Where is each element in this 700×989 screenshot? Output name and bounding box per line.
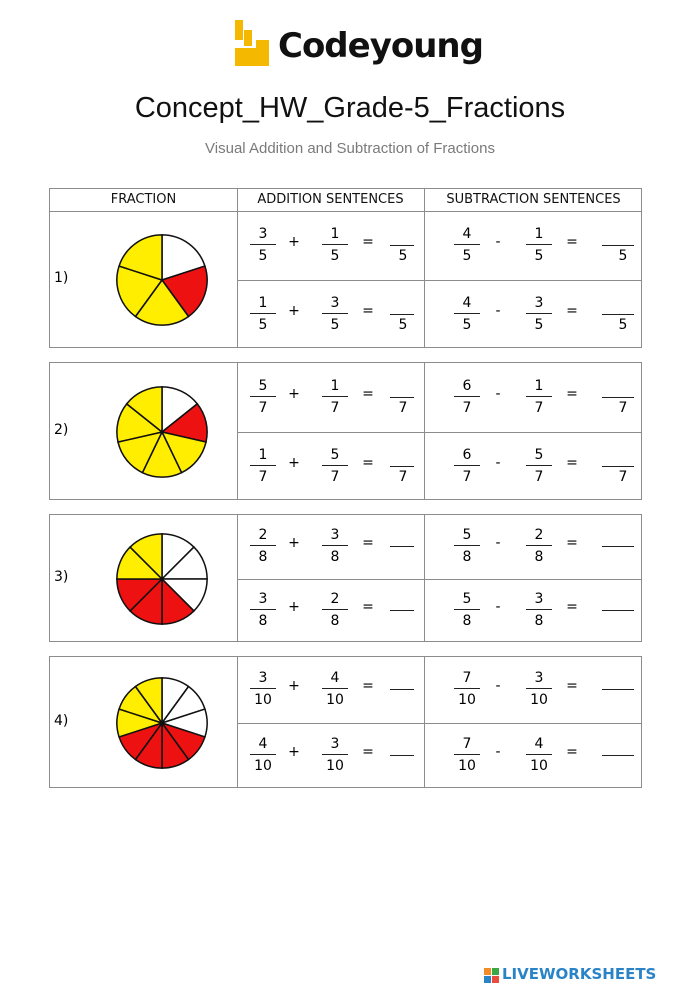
liveworksheets-logo-icon — [484, 968, 500, 984]
numerator: 4 — [534, 736, 544, 752]
second-fraction — [526, 224, 552, 265]
numerator: 1 — [534, 225, 544, 242]
answer-denominator: 7 — [398, 468, 408, 485]
second-fraction — [322, 589, 348, 630]
problem-block-4 — [49, 656, 642, 788]
codeyoung-logo — [232, 18, 483, 76]
numerator: 4 — [462, 294, 472, 311]
equals-sign: = — [362, 744, 374, 760]
first-fraction — [454, 734, 480, 775]
answer-denominator: 5 — [618, 316, 628, 333]
first-fraction — [454, 224, 480, 265]
answer-denominator: 5 — [398, 316, 408, 333]
header-subtraction: SUBTRACTION SENTENCES — [446, 192, 621, 207]
equals-sign: = — [362, 535, 374, 551]
fraction-pie — [114, 675, 210, 771]
denominator: 5 — [534, 247, 544, 264]
denominator: 8 — [330, 613, 340, 629]
equals-sign: = — [566, 678, 578, 694]
denominator: 10 — [254, 692, 272, 708]
denominator: 7 — [330, 468, 340, 485]
first-fraction — [454, 293, 480, 334]
numerator: 4 — [462, 225, 472, 242]
minus-sign: - — [495, 744, 501, 760]
subtraction-sentence — [454, 668, 634, 716]
row-divider — [237, 579, 641, 580]
answer-blank[interactable] — [602, 245, 634, 246]
first-fraction — [454, 589, 480, 630]
problem-number: 4) — [54, 713, 69, 729]
second-fraction — [322, 668, 348, 709]
subtraction-sentence — [454, 224, 634, 272]
equals-sign: = — [566, 385, 578, 402]
numerator: 1 — [258, 446, 268, 463]
equals-sign: = — [362, 385, 374, 402]
numerator: 5 — [462, 591, 472, 607]
first-fraction — [250, 589, 276, 630]
denominator: 8 — [462, 549, 472, 565]
subtraction-sentence — [454, 589, 634, 637]
equals-sign: = — [362, 599, 374, 615]
plus-sign: + — [288, 599, 300, 615]
column-divider — [237, 189, 238, 347]
second-fraction — [526, 445, 552, 486]
subtraction-sentence — [454, 293, 634, 341]
denominator: 10 — [326, 758, 344, 774]
problem-block-3 — [49, 514, 642, 642]
equals-sign: = — [362, 678, 374, 694]
denominator: 7 — [534, 399, 544, 416]
denominator: 10 — [254, 758, 272, 774]
denominator: 7 — [258, 468, 268, 485]
answer-denominator: 5 — [618, 247, 628, 264]
answer-blank[interactable] — [390, 245, 414, 246]
numerator: 3 — [258, 225, 268, 242]
numerator: 3 — [330, 294, 340, 311]
numerator: 6 — [462, 446, 472, 463]
numerator: 3 — [258, 670, 268, 686]
second-fraction — [322, 445, 348, 486]
equals-sign: = — [566, 744, 578, 760]
denominator: 5 — [258, 247, 268, 264]
numerator: 4 — [258, 736, 268, 752]
addition-sentence — [250, 734, 430, 782]
denominator: 10 — [458, 758, 476, 774]
denominator: 5 — [258, 316, 268, 333]
numerator: 7 — [462, 736, 472, 752]
answer-denominator: 5 — [398, 247, 408, 264]
header-addition: ADDITION SENTENCES — [257, 192, 404, 207]
page-subtitle: Visual Addition and Subtraction of Fractions — [205, 140, 495, 157]
answer-blank[interactable] — [390, 466, 414, 467]
column-divider — [237, 657, 238, 787]
answer-blank[interactable] — [390, 314, 414, 315]
addition-sentence — [250, 376, 430, 424]
answer-blank[interactable] — [390, 755, 414, 756]
numerator: 5 — [258, 377, 268, 394]
denominator: 8 — [534, 613, 544, 629]
row-divider — [237, 723, 641, 724]
first-fraction — [250, 525, 276, 566]
brand-name: Codeyoung — [278, 26, 483, 66]
denominator: 5 — [534, 316, 544, 333]
first-fraction — [454, 445, 480, 486]
equals-sign: = — [566, 535, 578, 551]
fraction-pie — [114, 232, 210, 328]
second-fraction — [322, 376, 348, 417]
first-fraction — [250, 734, 276, 775]
minus-sign: - — [495, 385, 501, 402]
denominator: 7 — [462, 468, 472, 485]
column-divider — [237, 363, 238, 499]
problem-block-1 — [49, 188, 642, 348]
problem-number: 3) — [54, 569, 69, 585]
header-divider — [50, 211, 641, 212]
numerator: 1 — [534, 377, 544, 394]
addition-sentence — [250, 224, 430, 272]
denominator: 10 — [530, 692, 548, 708]
minus-sign: - — [495, 454, 501, 471]
numerator: 3 — [534, 294, 544, 311]
minus-sign: - — [495, 535, 501, 551]
numerator: 3 — [534, 591, 544, 607]
first-fraction — [454, 376, 480, 417]
subtraction-sentence — [454, 376, 634, 424]
second-fraction — [322, 293, 348, 334]
codeyoung-logo-icon — [232, 18, 272, 70]
answer-denominator: 7 — [618, 468, 628, 485]
second-fraction — [526, 589, 552, 630]
addition-sentence — [250, 445, 430, 493]
numerator: 3 — [330, 527, 340, 543]
numerator: 1 — [330, 377, 340, 394]
plus-sign: + — [288, 454, 300, 471]
denominator: 5 — [330, 247, 340, 264]
denominator: 7 — [462, 399, 472, 416]
numerator: 2 — [534, 527, 544, 543]
denominator: 7 — [534, 468, 544, 485]
answer-blank[interactable] — [602, 314, 634, 315]
fraction-pie — [114, 384, 210, 480]
plus-sign: + — [288, 233, 300, 250]
minus-sign: - — [495, 233, 501, 250]
denominator: 8 — [330, 549, 340, 565]
addition-sentence — [250, 525, 430, 573]
second-fraction — [322, 734, 348, 775]
denominator: 10 — [530, 758, 548, 774]
first-fraction — [250, 293, 276, 334]
answer-denominator: 7 — [398, 399, 408, 416]
answer-blank[interactable] — [390, 397, 414, 398]
watermark-text: LIVEWORKSHEETS — [502, 965, 657, 983]
equals-sign: = — [362, 454, 374, 471]
answer-blank[interactable] — [602, 546, 634, 547]
denominator: 7 — [330, 399, 340, 416]
numerator: 3 — [258, 591, 268, 607]
answer-blank[interactable] — [390, 546, 414, 547]
row-divider — [237, 280, 641, 281]
answer-blank[interactable] — [390, 610, 414, 611]
denominator: 5 — [462, 316, 472, 333]
answer-blank[interactable] — [602, 755, 634, 756]
problem-number: 2) — [54, 422, 69, 438]
numerator: 3 — [534, 670, 544, 686]
first-fraction — [250, 445, 276, 486]
second-fraction — [526, 525, 552, 566]
answer-blank[interactable] — [390, 689, 414, 690]
second-fraction — [526, 734, 552, 775]
denominator: 10 — [326, 692, 344, 708]
numerator: 6 — [462, 377, 472, 394]
plus-sign: + — [288, 385, 300, 402]
numerator: 5 — [462, 527, 472, 543]
addition-sentence — [250, 589, 430, 637]
numerator: 5 — [534, 446, 544, 463]
denominator: 5 — [462, 247, 472, 264]
answer-blank[interactable] — [602, 610, 634, 611]
numerator: 1 — [330, 225, 340, 242]
column-divider — [237, 515, 238, 641]
second-fraction — [322, 525, 348, 566]
answer-blank[interactable] — [602, 689, 634, 690]
answer-blank[interactable] — [602, 397, 634, 398]
plus-sign: + — [288, 302, 300, 319]
answer-denominator: 7 — [618, 399, 628, 416]
equals-sign: = — [566, 454, 578, 471]
minus-sign: - — [495, 302, 501, 319]
page-title: Concept_HW_Grade-5_Fractions — [134, 92, 566, 124]
equals-sign: = — [566, 599, 578, 615]
denominator: 5 — [330, 316, 340, 333]
first-fraction — [250, 668, 276, 709]
problem-block-2 — [49, 362, 642, 500]
second-fraction — [526, 376, 552, 417]
equals-sign: = — [362, 302, 374, 319]
numerator: 3 — [330, 736, 340, 752]
subtraction-sentence — [454, 445, 634, 493]
subtraction-sentence — [454, 734, 634, 782]
denominator: 8 — [258, 549, 268, 565]
second-fraction — [322, 224, 348, 265]
liveworksheets-watermark — [484, 965, 694, 985]
header-fraction: FRACTION — [110, 192, 177, 207]
addition-sentence — [250, 668, 430, 716]
numerator: 2 — [330, 591, 340, 607]
numerator: 4 — [330, 670, 340, 686]
denominator: 8 — [462, 613, 472, 629]
problem-number: 1) — [54, 270, 69, 286]
subtraction-sentence — [454, 525, 634, 573]
addition-sentence — [250, 293, 430, 341]
denominator: 8 — [534, 549, 544, 565]
denominator: 10 — [458, 692, 476, 708]
numerator: 7 — [462, 670, 472, 686]
denominator: 8 — [258, 613, 268, 629]
minus-sign: - — [495, 678, 501, 694]
plus-sign: + — [288, 678, 300, 694]
first-fraction — [250, 224, 276, 265]
numerator: 2 — [258, 527, 268, 543]
numerator: 5 — [330, 446, 340, 463]
minus-sign: - — [495, 599, 501, 615]
second-fraction — [526, 668, 552, 709]
row-divider — [237, 432, 641, 433]
fraction-pie — [114, 531, 210, 627]
plus-sign: + — [288, 535, 300, 551]
plus-sign: + — [288, 744, 300, 760]
first-fraction — [250, 376, 276, 417]
equals-sign: = — [566, 233, 578, 250]
second-fraction — [526, 293, 552, 334]
first-fraction — [454, 525, 480, 566]
denominator: 7 — [258, 399, 268, 416]
first-fraction — [454, 668, 480, 709]
equals-sign: = — [362, 233, 374, 250]
answer-blank[interactable] — [602, 466, 634, 467]
numerator: 1 — [258, 294, 268, 311]
equals-sign: = — [566, 302, 578, 319]
